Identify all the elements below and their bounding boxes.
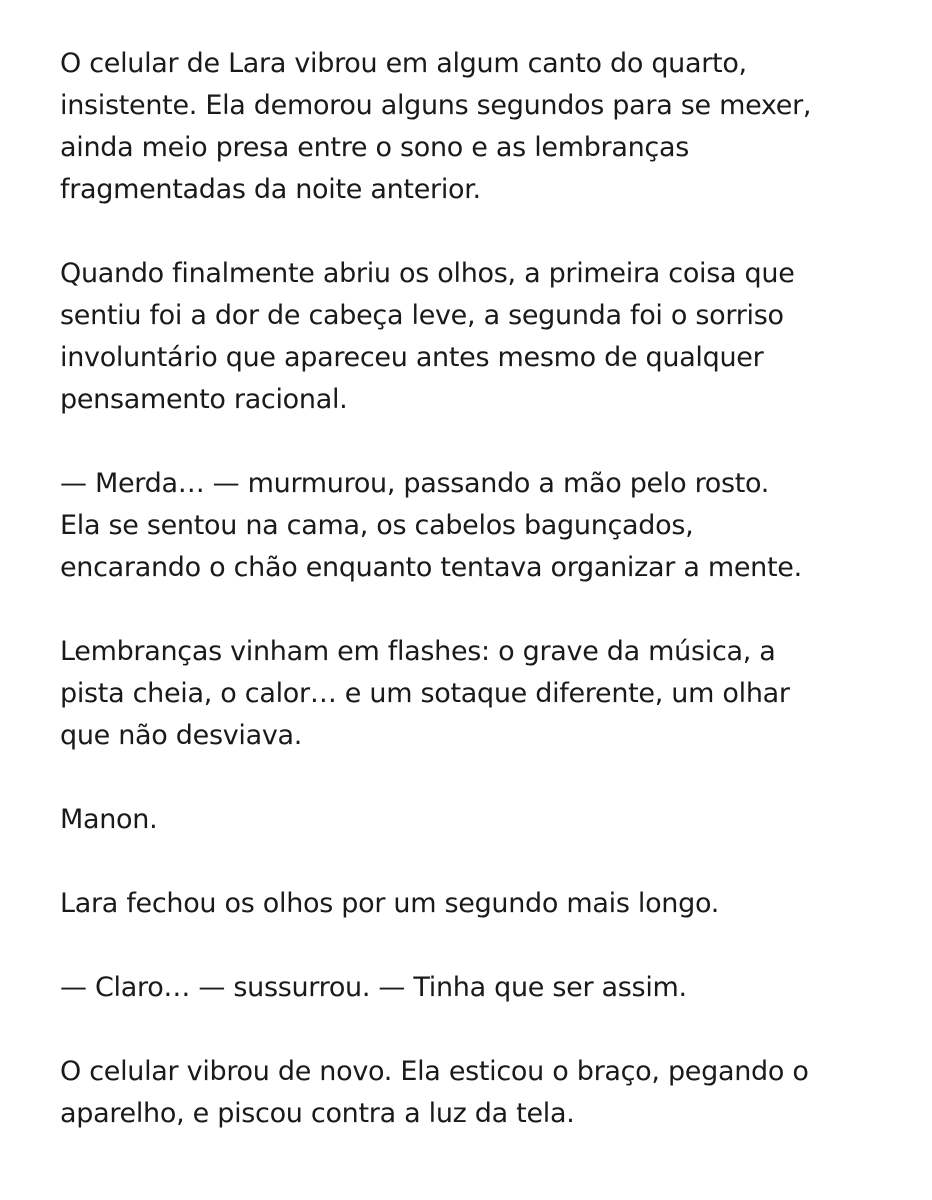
paragraph-8 [60,1051,890,1135]
text-line: Lara fechou os olhos por um segundo mais longo. [60,888,719,919]
paragraph-1 [60,43,890,211]
document-body [60,43,890,1177]
paragraph-4 [60,631,890,757]
paragraph-6 [60,883,890,925]
text-line: Lembranças vinham em flashes: o grave da música, a [60,636,776,667]
text-line: — Merda… — murmurou, passando a mão pelo rosto. [60,468,770,499]
text-line: O celular de Lara vibrou em algum canto do quarto, [60,48,747,79]
text-line: pensamento racional. [60,384,348,415]
paragraph-5 [60,799,890,841]
text-line: insistente. Ela demorou alguns segundos para se mexer, [60,90,812,121]
text-line: involuntário que apareceu antes mesmo de qualquer [60,342,764,373]
text-line: encarando o chão enquanto tentava organizar a mente. [60,552,802,583]
text-line: ainda meio presa entre o sono e as lembranças [60,132,689,163]
text-line: que não desviava. [60,720,303,751]
paragraph-2 [60,253,890,421]
paragraph-3 [60,463,890,589]
text-line: aparelho, e piscou contra a luz da tela. [60,1098,575,1129]
text-line: Quando finalmente abriu os olhos, a primeira coisa que [60,258,795,289]
text-line: Ela se sentou na cama, os cabelos bagunçados, [60,510,694,541]
text-line: sentiu foi a dor de cabeça leve, a segunda foi o sorriso [60,300,784,331]
text-line: pista cheia, o calor… e um sotaque diferente, um olhar [60,678,790,709]
paragraph-7 [60,967,890,1009]
text-line: Manon. [60,804,158,835]
text-line: fragmentadas da noite anterior. [60,174,481,205]
text-line: O celular vibrou de novo. Ela esticou o braço, pegando o [60,1056,809,1087]
text-line: — Claro… — sussurrou. — Tinha que ser assim. [60,972,687,1003]
